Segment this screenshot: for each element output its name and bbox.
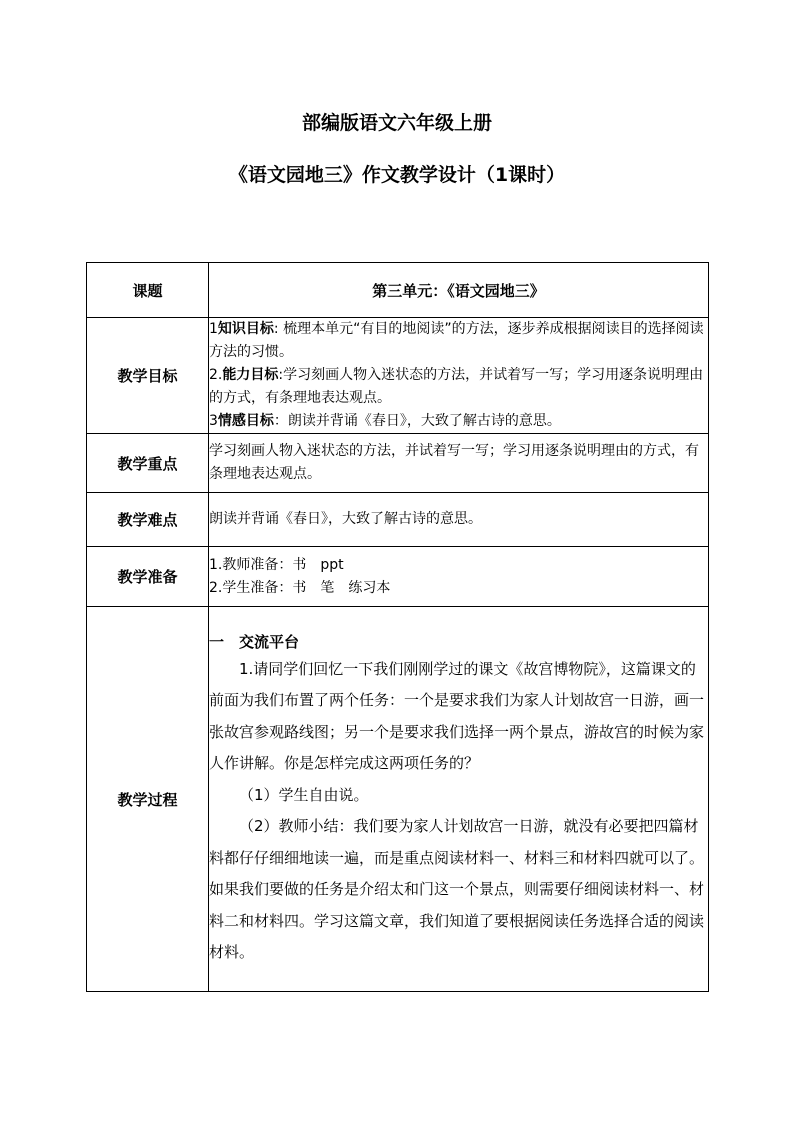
goal-title: 能力目标	[222, 367, 279, 383]
process-paragraph: （1）学生自由说。	[239, 785, 369, 804]
goal-text: :学习刻画人物入迷状态的方法，并试着写一写；学习用逐条说明理由的方式，有条理地表达观点。	[209, 367, 704, 406]
preparation-teacher: 1.教师准备：书 ppt	[209, 556, 344, 573]
goal-prefix: 2.	[209, 367, 223, 383]
goal-item-knowledge	[209, 318, 708, 364]
goal-item-emotion	[209, 410, 708, 433]
goals-content	[209, 318, 709, 434]
table-row-difficulties	[87, 493, 709, 547]
process-paragraph: 1.请同学们回忆一下我们刚刚学过的课文《故宫博物院》，这篇课文的前面为我们布置了两个任务：一个是要求我们为家人计划故宫一日游，画一张故宫参观路线图；另一个是要求我们选择一两个景点，游故宫的时候为家人作讲解。你是怎样完成这两项任务的？	[209, 659, 705, 772]
goal-item-ability	[209, 364, 708, 410]
key-points-label: 教学重点	[87, 434, 209, 493]
preparation-content	[209, 547, 709, 607]
preparation-label: 教学准备	[87, 547, 209, 607]
topic-label: 课题	[87, 263, 209, 318]
process-content	[209, 607, 709, 992]
goal-text: ：朗读并背诵《春日》，大致了解古诗的意思。	[273, 413, 561, 429]
goal-text: : 梳理本单元“有目的地阅读”的方法，逐步养成根据阅读目的选择阅读方法的习惯。	[209, 321, 704, 360]
process-heading: 一 交流平台	[209, 632, 300, 651]
process-label: 教学过程	[87, 607, 209, 992]
goal-prefix: 1	[209, 321, 218, 337]
goals-label: 教学目标	[87, 318, 209, 434]
key-points-content: 学习刻画人物入迷状态的方法，并试着写一写；学习用逐条说明理由的方式，有条理地表达观点。	[209, 434, 709, 493]
table-row-goals	[87, 318, 709, 434]
difficulties-content: 朗读并背诵《春日》，大致了解古诗的意思。	[209, 493, 709, 547]
document-subtitle: 《语文园地三》作文教学设计（1课时）	[228, 164, 566, 186]
topic-value: 第三单元：《语文园地三》	[209, 263, 709, 318]
difficulties-label: 教学难点	[87, 493, 209, 547]
document-title: 部编版语文六年级上册	[301, 112, 492, 134]
lesson-plan-table	[86, 262, 709, 992]
process-paragraph: （2）教师小结：我们要为家人计划故宫一日游，就没有必要把四篇材料都仔仔细细地读一遍，而是重点阅读材料一、材料三和材料四就可以了。如果我们要做的任务是介绍太和门这一个景点，则需要仔细阅读材料一、材料二和材料四。学习这篇文章，我们知道了要根据阅读任务选择合适的阅读材料。	[209, 817, 705, 961]
goal-title: 知识目标	[217, 321, 274, 337]
table-row-process	[87, 607, 709, 992]
table-row-topic	[87, 263, 709, 318]
table-row-preparation	[87, 547, 709, 607]
goal-title: 情感目标	[217, 413, 274, 429]
goal-prefix: 3	[209, 413, 218, 429]
table-row-key-points	[87, 434, 709, 493]
preparation-student: 2.学生准备：书 笔 练习本	[209, 579, 391, 596]
